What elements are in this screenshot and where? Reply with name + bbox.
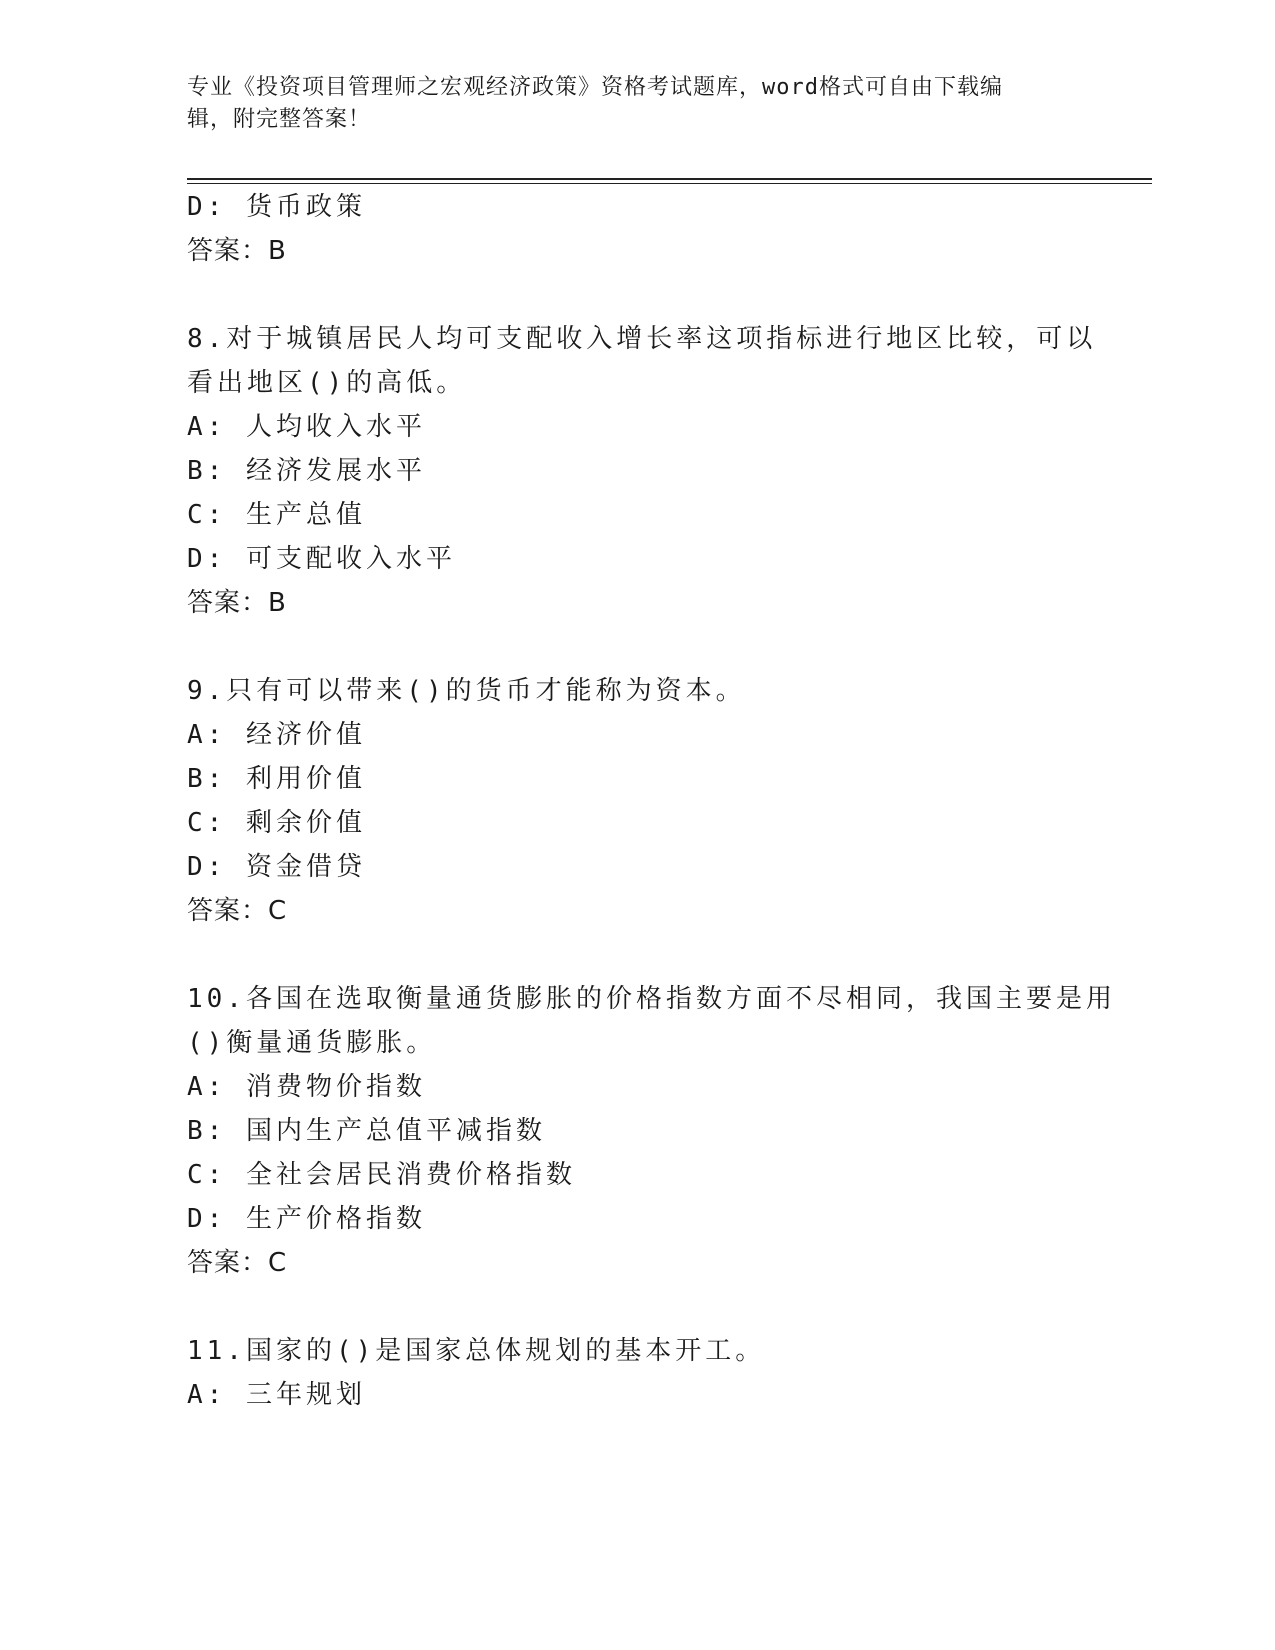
option-b-q9: B: 利用价值 — [187, 764, 366, 794]
answer-q10: 答案：C — [187, 1248, 288, 1278]
header-line-1: 专业《投资项目管理师之宏观经济政策》资格考试题库，word格式可自由下载编 — [187, 75, 1003, 100]
answer-q9: 答案：C — [187, 896, 288, 926]
option-b-q10: B: 国内生产总值平减指数 — [187, 1116, 546, 1146]
option-a-q8: A: 人均收入水平 — [187, 412, 426, 442]
option-c-q9: C: 剩余价值 — [187, 808, 366, 838]
option-a-q10: A: 消费物价指数 — [187, 1072, 426, 1102]
option-c-q8: C: 生产总值 — [187, 500, 366, 530]
question-11: 11.国家的()是国家总体规划的基本开工。 — [187, 1336, 766, 1366]
option-a-q9: A: 经济价值 — [187, 720, 366, 750]
option-b-q8: B: 经济发展水平 — [187, 456, 426, 486]
option-a-q11: A: 三年规划 — [187, 1380, 366, 1410]
document-header — [187, 72, 1067, 136]
option-d-q10: D: 生产价格指数 — [187, 1204, 426, 1234]
option-d-q8: D: 可支配收入水平 — [187, 544, 456, 574]
question-8-line-1: 8.对于城镇居民人均可支配收入增长率这项指标进行地区比较，可以 — [187, 324, 1097, 354]
answer-q7: 答案：B — [187, 236, 287, 266]
option-d-q7: D: 货币政策 — [187, 192, 366, 222]
header-rule-bottom — [187, 183, 1152, 184]
option-c-q10: C: 全社会居民消费价格指数 — [187, 1160, 576, 1190]
header-rule-top — [187, 178, 1152, 180]
question-8-line-2: 看出地区()的高低。 — [187, 368, 467, 398]
option-d-q9: D: 资金借贷 — [187, 852, 366, 882]
question-9: 9.只有可以带来()的货币才能称为资本。 — [187, 676, 746, 706]
question-10-line-2: ()衡量通货膨胀。 — [187, 1028, 437, 1058]
answer-q8: 答案：B — [187, 588, 287, 618]
question-10-line-1: 10.各国在选取衡量通货膨胀的价格指数方面不尽相同，我国主要是用 — [187, 984, 1116, 1014]
header-line-2: 辑，附完整答案！ — [187, 107, 372, 132]
